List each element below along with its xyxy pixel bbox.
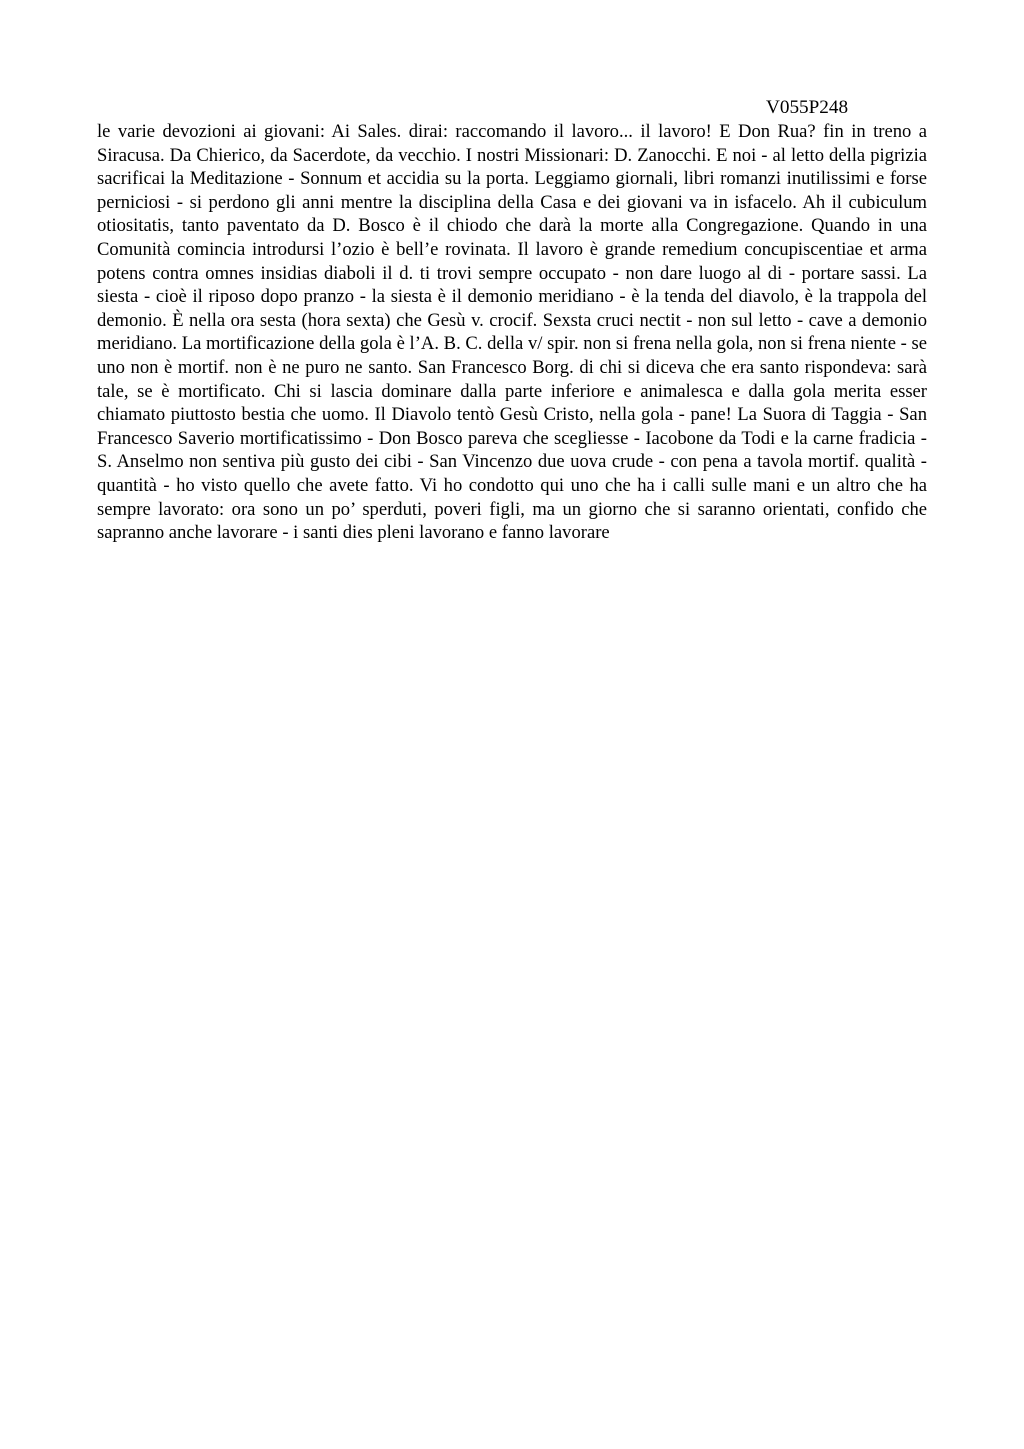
page-identifier: V055P248: [766, 97, 849, 118]
body-paragraph: le varie devozioni ai giovani: Ai Sales. dirai: raccomando il lavoro... il lavoro! E Don Rua? fin in treno a Siracusa. Da Chierico, da Sacerdote, da vecchio. I nostri Missionari: D. Zanocchi. E noi - al letto della pigrizia sacrificai la Meditazione - Sonnum et accidia su la porta. Leggiamo giornali, libri romanzi inutilissimi e forse perniciosi - si perdono gli anni mentre la disciplina della Casa e dei giovani va in isfacelo. Ah il cubiculum otiositatis, tanto paventato da D. Bosco è il chiodo che darà la morte alla Congregazione. Quando in una Comunità comincia introdursi l’ozio è bell’e rovinata. Il lavoro è grande remedium concupiscentiae et arma potens contra omnes insidias diaboli il d. ti trovi sempre occupato - non dare luogo al di - portare sassi. La siesta - cioè il riposo dopo pranzo - la siesta è il demonio meridiano - è la tenda del diavolo, è la trappola del demonio. È nella ora sesta (hora sexta) che Gesù v. crocif. Sexsta cruci nectit - non sul letto - cave a demonio meridiano. La mortificazione della gola è l’A. B. C. della v/ spir. non si frena nella gola, non si frena niente - se uno non è mortif. non è ne puro ne santo. San Francesco Borg. di chi si diceva che era santo rispondeva: sarà tale, se è mortificato. Chi si lascia dominare dalla parte inferiore e animalesca e dalla gola merita esser chiamato piuttosto bestia che uomo. Il Diavolo tentò Gesù Cristo, nella gola - pane! La Suora di Taggia - San Francesco Saverio mortificatissimo - Don Bosco pareva che scegliesse - Iacobone da Todi e la carne fradicia - S. Anselmo non sentiva più gusto dei cibi - San Vincenzo due uova crude - con pena a tavola mortif. qualità - quantità - ho visto quello che avete fatto. Vi ho condotto qui uno che ha i calli sulle mani e un altro che ha sempre lavorato: ora sono un po’ sperduti, poveri figli, ma un giorno che si saranno orientati, confido che sapranno anche lavorare - i santi dies pleni lavorano e fanno lavorare: [97, 121, 927, 544]
